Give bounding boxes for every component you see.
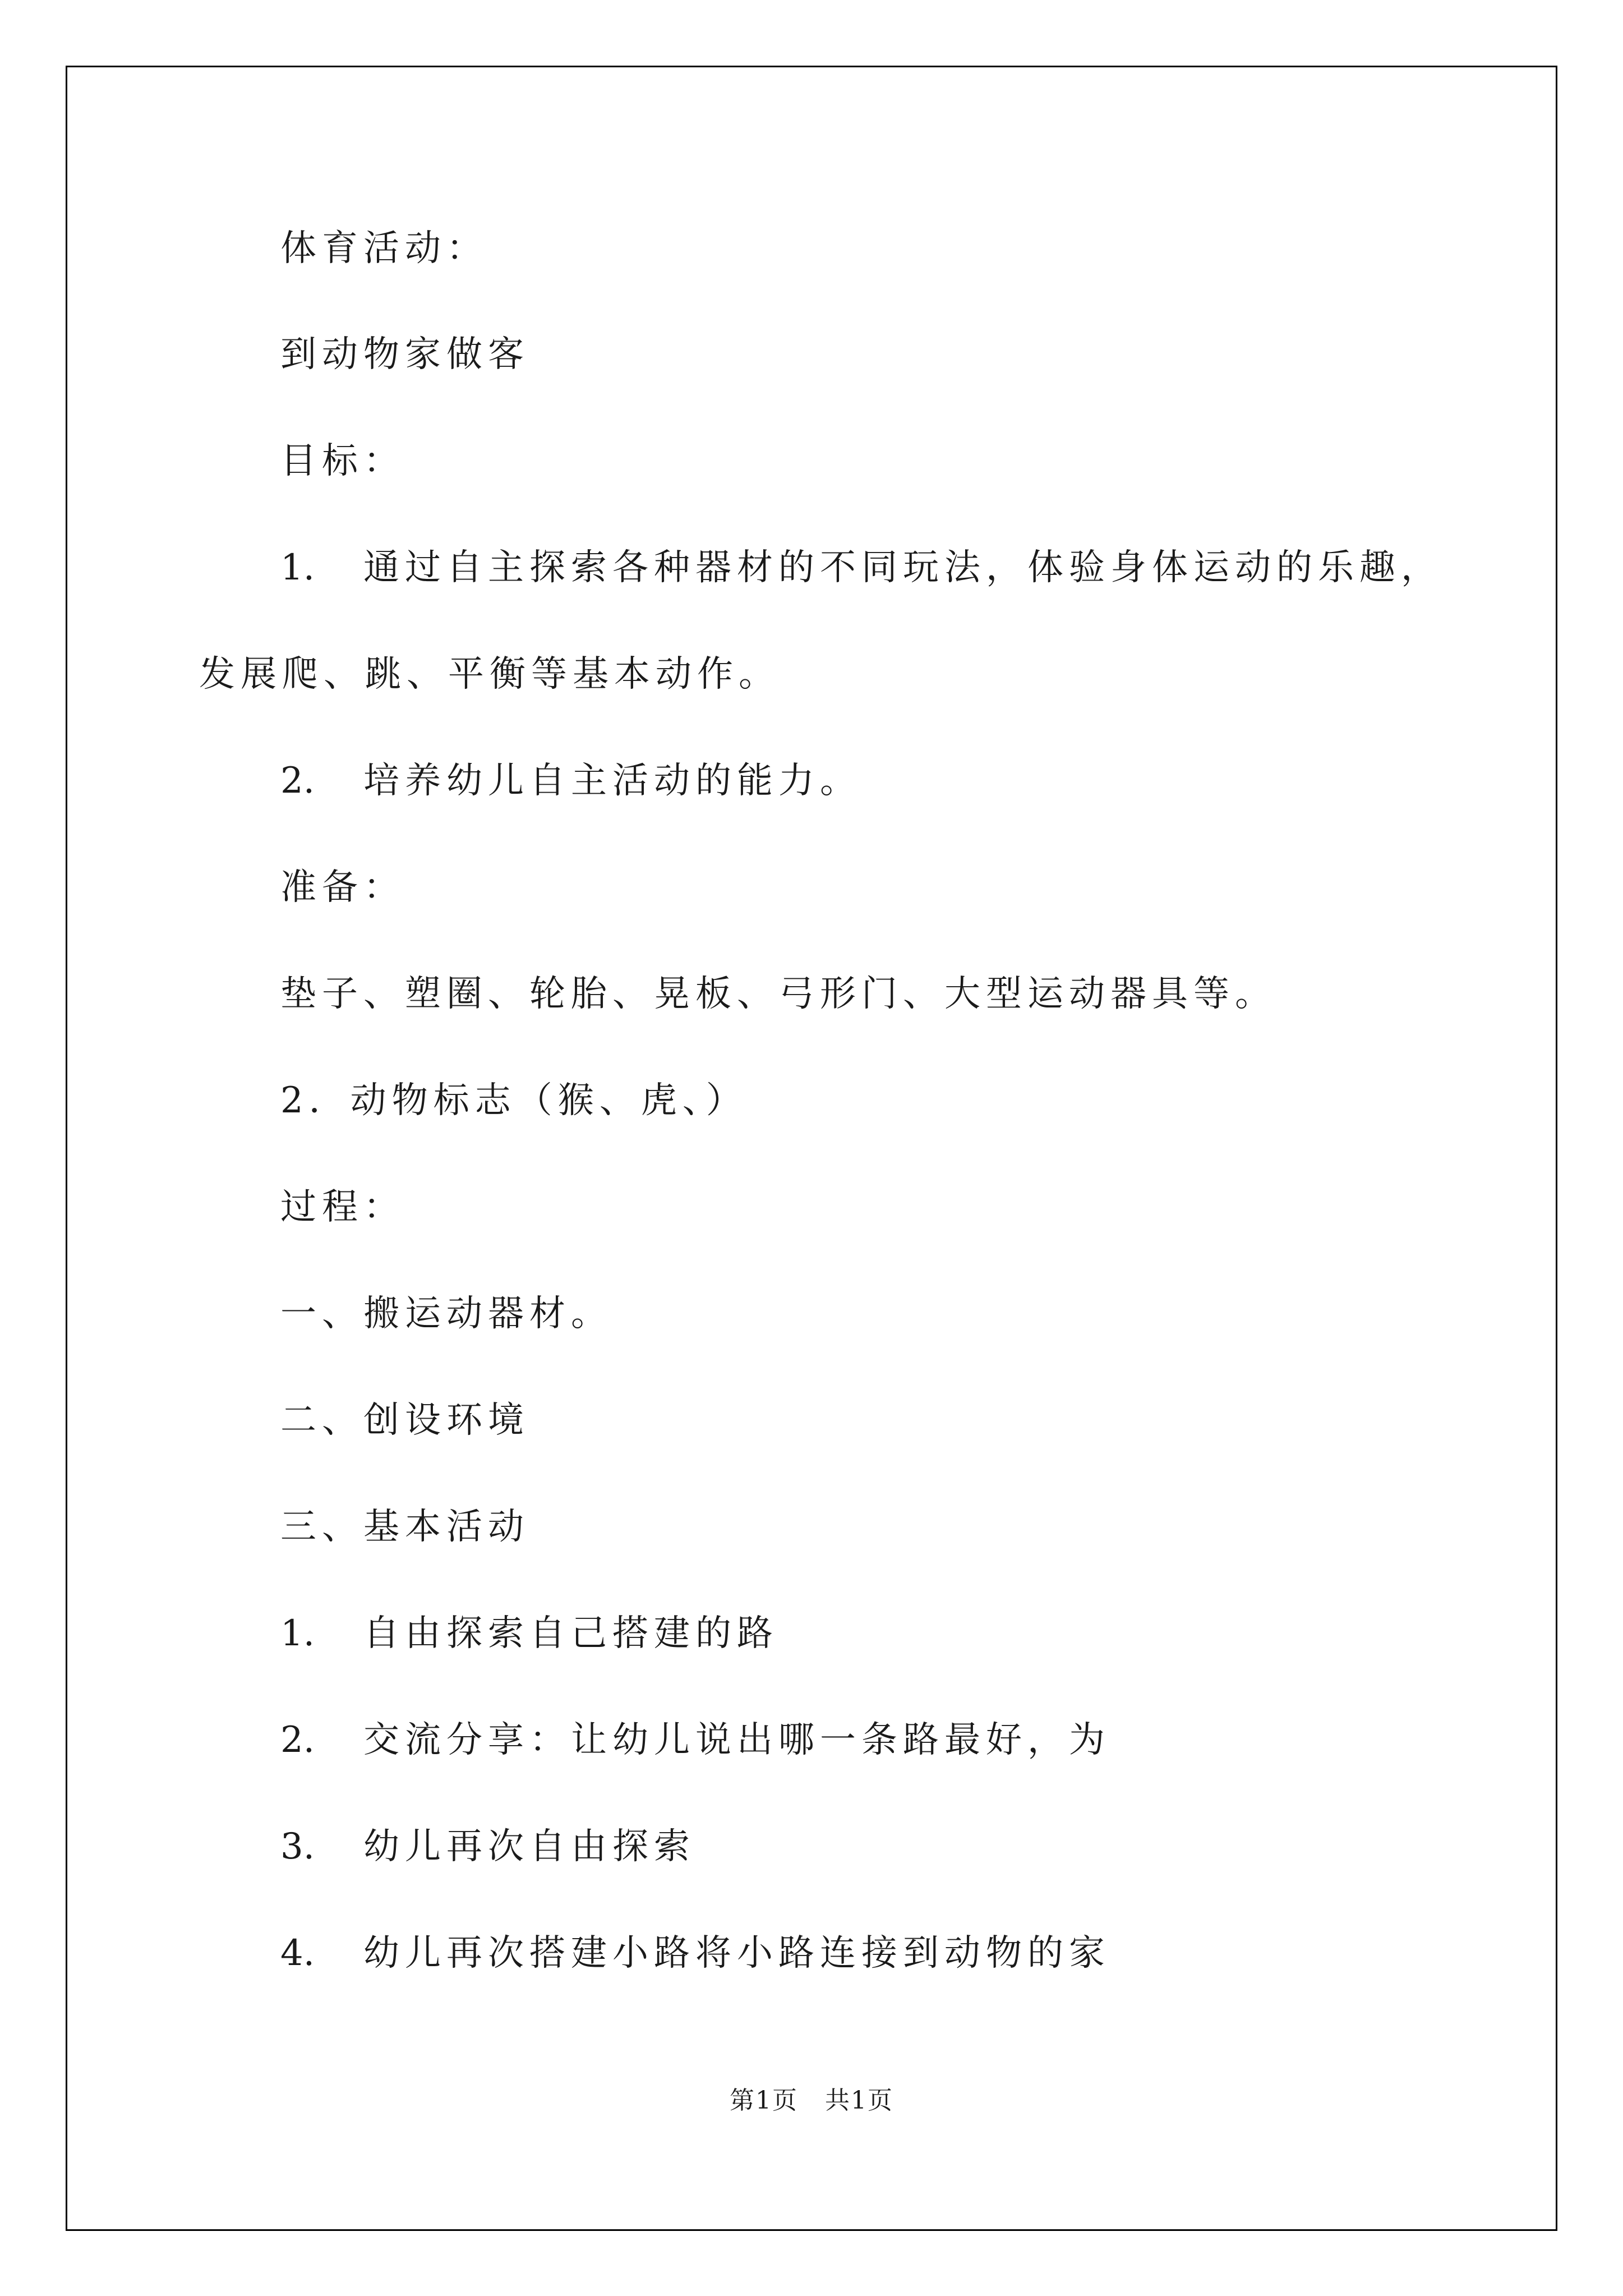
list-item-text: 自由探索自己搭建的路 bbox=[363, 1613, 778, 1654]
preparation-animal-signs: 2．动物标志（猴、虎、） bbox=[280, 1080, 748, 1121]
list-item-text: 交流分享：让幼儿说出哪一条路最好，为 bbox=[363, 1719, 1110, 1761]
page-total: 共1页 bbox=[825, 2086, 893, 2115]
process-step-3: 三、基本活动 bbox=[280, 1506, 529, 1548]
process-step-1: 一、搬运动器材。 bbox=[280, 1293, 612, 1335]
goal-item-2 bbox=[280, 760, 861, 802]
page-number: 第1页 bbox=[730, 2086, 798, 2115]
process-step-2: 二、创设环境 bbox=[280, 1400, 529, 1441]
list-number: 2. bbox=[280, 760, 315, 802]
list-item-text: 幼儿再次自由探索 bbox=[363, 1826, 695, 1867]
section-heading-activity: 体育活动： bbox=[280, 228, 488, 269]
list-number: 2. bbox=[280, 1719, 315, 1761]
list-item-text: 培养幼儿自主活动的能力。 bbox=[363, 760, 861, 802]
activity-item-2 bbox=[280, 1719, 1110, 1761]
page-footer bbox=[0, 2088, 1623, 2113]
activity-item-4 bbox=[280, 1932, 1110, 1974]
list-number: 1. bbox=[280, 547, 315, 588]
list-number: 3. bbox=[280, 1826, 315, 1867]
list-item-text: 通过自主探索各种器材的不同玩法，体验身体运动的乐趣， bbox=[363, 547, 1442, 588]
page-border bbox=[66, 66, 1557, 2231]
section-heading-process: 过程： bbox=[280, 1186, 405, 1228]
activity-item-3 bbox=[280, 1826, 695, 1867]
list-item-text: 幼儿再次搭建小路将小路连接到动物的家 bbox=[363, 1932, 1110, 1974]
goal-item-1-continued: 发展爬、跳、平衡等基本动作。 bbox=[199, 654, 780, 695]
list-number: 4. bbox=[280, 1932, 315, 1974]
preparation-materials: 垫子、塑圈、轮胎、晃板、弓形门、大型运动器具等。 bbox=[280, 973, 1276, 1015]
activity-item-1 bbox=[280, 1613, 778, 1654]
section-heading-goals: 目标： bbox=[280, 440, 405, 482]
list-number: 1. bbox=[280, 1613, 315, 1654]
activity-title: 到动物家做客 bbox=[280, 334, 529, 375]
goal-item-1 bbox=[280, 547, 1442, 588]
section-heading-preparation: 准备： bbox=[280, 867, 405, 908]
